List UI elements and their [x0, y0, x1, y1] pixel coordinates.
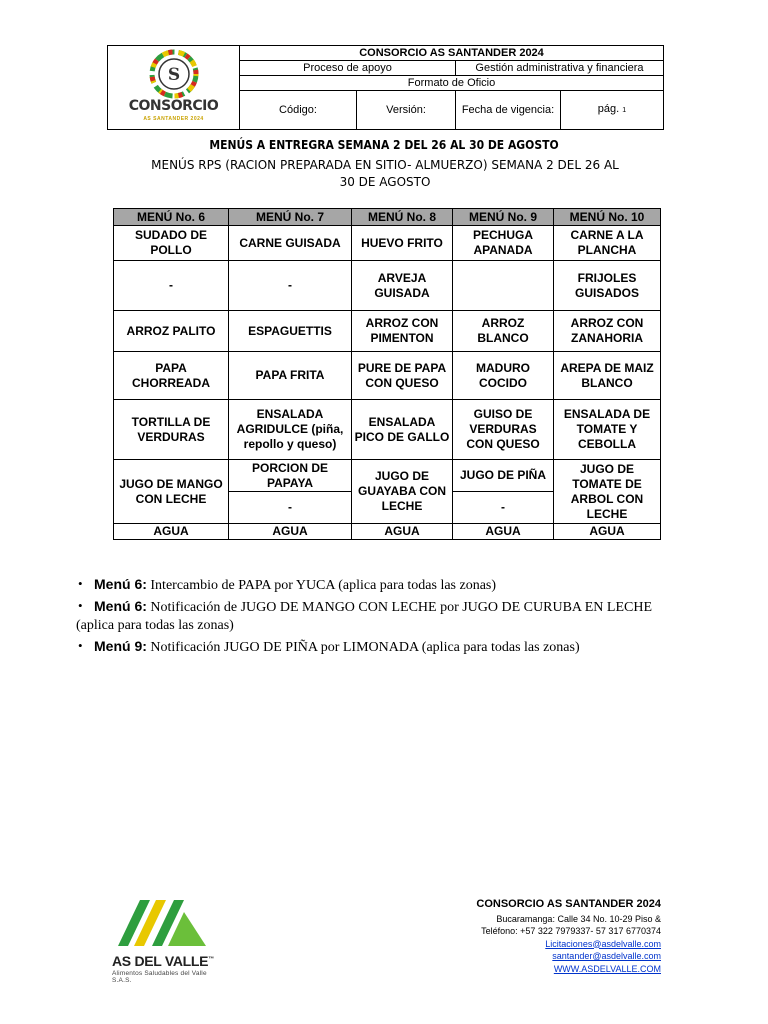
menu-cell: JUGO DE GUAYABA CON LECHE [352, 460, 453, 524]
menu-header: MENÚ No. 8 [352, 209, 453, 226]
vegetable-row [114, 400, 661, 460]
menu-cell [453, 261, 554, 311]
footer-phone: Teléfono: +57 322 7979337- 57 317 6770374 [481, 926, 661, 936]
menu-cell: PAPA FRITA [229, 352, 352, 400]
consorcio-logo [108, 49, 239, 126]
cereal-row [114, 311, 661, 352]
menu-cell: PURE DE PAPA CON QUESO [352, 352, 453, 400]
water-row [114, 524, 661, 540]
note-text: Notificación JUGO DE PIÑA por LIMONADA (aplica para todas las zonas) [146, 640, 580, 655]
protein-row [114, 226, 661, 261]
page-label: pág. [597, 103, 620, 115]
juice-row [114, 460, 661, 492]
menu-cell: AGUA [554, 524, 661, 540]
document-header [107, 45, 664, 130]
footer-contact [476, 898, 661, 975]
menu-cell: AGUA [114, 524, 229, 540]
menu-cell: ARROZ BLANCO [453, 311, 554, 352]
menu-header-row [114, 209, 661, 226]
note-label: Menú 6: [94, 598, 147, 614]
menu-cell: ENSALADA DE TOMATE Y CEBOLLA [554, 400, 661, 460]
menu-cell: FRIJOLES GUISADOS [554, 261, 661, 311]
menu-cell: MADURO COCIDO [453, 352, 554, 400]
menu-cell: PECHUGA APANADA [453, 226, 554, 261]
svg-text:S: S [167, 65, 180, 85]
menu-cell: GUISO DE VERDURAS CON QUESO [453, 400, 554, 460]
footer-company: CONSORCIO AS SANTANDER 2024 [476, 898, 661, 910]
menu-cell: - [229, 261, 352, 311]
footer-email-1[interactable]: Licitaciones@asdelvalle.com [545, 938, 661, 949]
menu-cell: - [114, 261, 229, 311]
note-label: Menú 6: [94, 576, 147, 592]
menu-cell: SUDADO DE POLLO [114, 226, 229, 261]
page-cell [561, 91, 664, 130]
menu-cell: HUEVO FRITO [352, 226, 453, 261]
menu-cell: JUGO DE TOMATE DE ARBOL CON LECHE [554, 460, 661, 524]
footer-email-2[interactable]: santander@asdelvalle.com [552, 951, 661, 961]
note-item [76, 637, 676, 657]
menu-header: MENÚ No. 7 [229, 209, 352, 226]
document-subtitle: MENÚS RPS (RACION PREPARADA EN SITIO- ALMUERZO) SEMANA 2 DEL 26 AL 30 DE AGOSTO [151, 158, 619, 189]
note-item [76, 597, 676, 635]
menu-cell: ESPAGUETTIS [229, 311, 352, 352]
menu-cell: ENSALADA PICO DE GALLO [352, 400, 453, 460]
menu-header: MENÚ No. 10 [554, 209, 661, 226]
menu-cell: ARROZ CON PIMENTON [352, 311, 453, 352]
page-number: 1 [622, 107, 627, 114]
legume-row [114, 261, 661, 311]
menu-cell: CARNE GUISADA [229, 226, 352, 261]
footer-logo-text: AS DEL VALLE [112, 953, 209, 969]
note-text: Intercambio de PAPA por YUCA (aplica para todas las zonas) [146, 578, 497, 593]
menu-cell: ARVEJA GUISADA [352, 261, 453, 311]
menu-cell: AGUA [229, 524, 352, 540]
trademark-symbol: ™ [208, 956, 214, 963]
menu-cell: AGUA [453, 524, 554, 540]
notes-list [76, 575, 676, 659]
consorcio-logo-cell [108, 46, 240, 130]
logo-subtext: AS SANTANDER 2024 [143, 116, 204, 122]
footer-logo-sub: Alimentos Saludables del Valle S.A.S. [112, 970, 207, 984]
menu-cell: AREPA DE MAIZ BLANCO [554, 352, 661, 400]
format-label: Formato de Oficio [240, 76, 664, 91]
menu-cell: - [453, 492, 554, 524]
menu-header: MENÚ No. 9 [453, 209, 554, 226]
menu-cell: ENSALADA AGRIDULCE (piña, repollo y queso) [229, 400, 352, 460]
note-continuation: (aplica para todas las zonas) [76, 618, 234, 633]
menu-cell: AGUA [352, 524, 453, 540]
mountain-logo-icon [112, 896, 208, 950]
footer-logo-name [112, 953, 222, 969]
as-del-valle-logo [112, 896, 222, 984]
menu-cell: TORTILLA DE VERDURAS [114, 400, 229, 460]
note-text: Notificación de JUGO DE MANGO CON LECHE por JUGO DE CURUBA EN LECHE [146, 600, 653, 615]
process-label: Proceso de apoyo [240, 61, 456, 76]
footer-address: Bucaramanga: Calle 34 No. 10-29 Piso & [496, 913, 661, 924]
menu-cell: ARROZ PALITO [114, 311, 229, 352]
menu-cell: - [229, 492, 352, 524]
menu-cell: JUGO DE PIÑA [453, 460, 554, 492]
menu-cell: CARNE A LA PLANCHA [554, 226, 661, 261]
consorcio-emblem-icon [149, 49, 199, 99]
version-label: Versión: [357, 91, 456, 130]
menu-cell: JUGO DE MANGO CON LECHE [114, 460, 229, 524]
tuber-row [114, 352, 661, 400]
process-value: Gestión administrativa y financiera [456, 61, 664, 76]
menu-table [113, 208, 661, 540]
code-label: Código: [240, 91, 357, 130]
menu-cell: ARROZ CON ZANAHORIA [554, 311, 661, 352]
document-title: MENÚS A ENTREGRA SEMANA 2 DEL 26 AL 30 DE AGOSTO [209, 138, 559, 152]
footer-website[interactable]: WWW.ASDELVALLE.COM [553, 963, 661, 974]
menu-cell: PORCION DE PAPAYA [229, 460, 352, 492]
validity-label: Fecha de vigencia: [456, 91, 561, 130]
note-item [76, 575, 676, 595]
header-company: CONSORCIO AS SANTANDER 2024 [240, 46, 664, 61]
menu-cell: PAPA CHORREADA [114, 352, 229, 400]
note-label: Menú 9: [94, 638, 147, 654]
menu-header: MENÚ No. 6 [114, 209, 229, 226]
logo-text: CONSORCIO [128, 98, 219, 114]
